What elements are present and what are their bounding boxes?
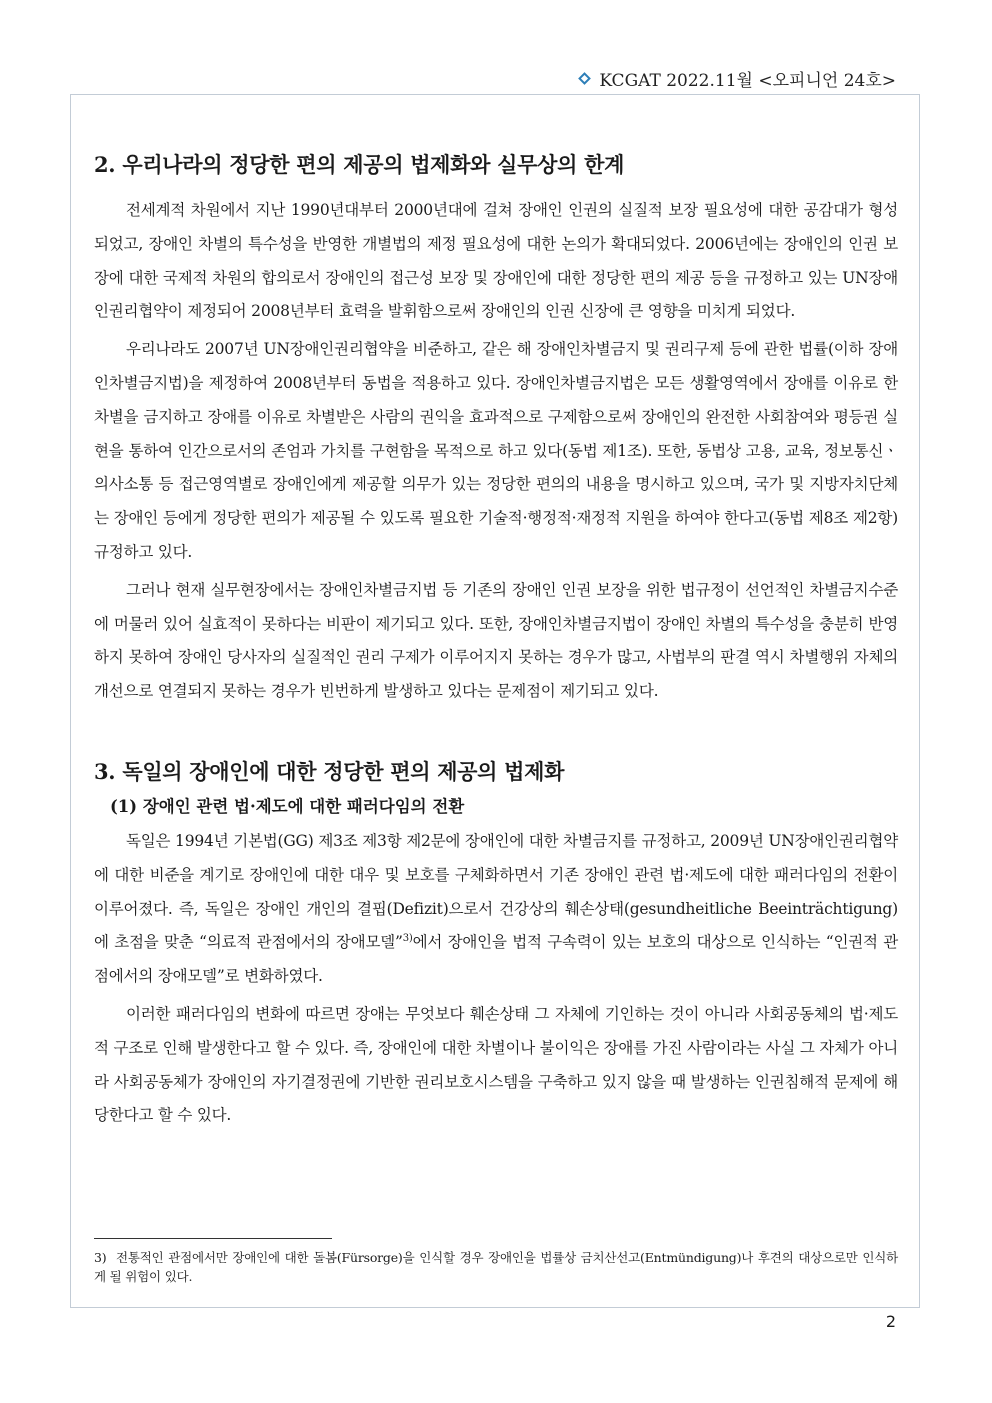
section-3-paragraph-2: 이러한 패러다임의 변화에 따르면 장애는 무엇보다 훼손상태 그 자체에 기인하는 것이 아니라 사회공동체의 법·제도적 구조로 인해 발생한다고 할 수 있다. 즉, 장애인에 대한 차별이나 불이익은 장애를 가진 사람이라는 사실 그 자체가 아니라 사회공동체가 장애인의 자기결정권에 기반한 권리보호시스템을 구축하고 있지 않을 때 발생하는 인권침해적 문제에 해당한다고 할 수 있다. [94,1004,898,1125]
footnote-number: 3) [94,1250,107,1265]
section-3-paragraph-1-part-b: 에서 장애인을 법적 구속력이 있는 보호의 대상으로 인식하는 “인권적 관점에서의 장애모델”로 변화하였다. [94,933,899,986]
section-2-paragraph-2: 우리나라도 2007년 UN장애인권리협약을 비준하고, 같은 해 장애인차별금지 및 권리구제 등에 관한 법률(이하 장애인차별금지법)을 제정하여 2008년부터 동법을 적용하고 있다. 장애인차별금지법은 모든 생활영역에서 장애를 이유로 한 차별을 금지하고 장애를 이유로 차별받은 사람의 권익을 효과적으로 구제함으로써 장애인의 완전한 사회참여와 평등권 실현을 통하여 인간으로서의 존엄과 가치를 구현함을 목적으로 하고 있다(동법 제1조). 또한, 동법상 고용, 교육, 정보통신ㆍ의사소통 등 접근영역별로 장애인에게 제공할 의무가 있는 정당한 편의의 내용을 명시하고 있으며, 국가 및 지방자치단체는 장애인 등에게 정당한 편의가 제공될 수 있도록 필요한 기술적·행정적·재정적 지원을 하여야 한다고(동법 제8조 제2항) 규정하고 있다. [94,340,898,561]
page-number: 2 [885,1312,896,1331]
section-3-subtitle: (1) 장애인 관련 법·제도에 대한 패러다임의 전환 [110,796,465,816]
diamond-bullet-icon [579,73,591,85]
footnote-divider [94,1238,332,1239]
section-3-title: 3. 독일의 장애인에 대한 정당한 편의 제공의 법제화 [94,758,565,784]
section-2-title: 2. 우리나라의 정당한 편의 제공의 법제화와 실무상의 한계 [94,152,625,177]
header-text: KCGAT 2022.11월 <오피니언 24호> [599,71,896,91]
page-header [579,66,896,91]
footnote-text: 전통적인 관점에서만 장애인에 대한 돌봄(Fürsorge)을 인식할 경우 장애인을 법률상 금치산선고(Entmündigung)나 후견의 대상으로만 인식하게 될 위험이 있다. [94,1250,898,1284]
section-3-paragraph-1 [94,825,898,994]
body-content [94,150,898,1133]
section-2-paragraph-3: 그러나 현재 실무현장에서는 장애인차별금지법 등 기존의 장애인 인권 보장을 위한 법규정이 선언적인 차별금지수준에 머물러 있어 실효적이 못하다는 비판이 제기되고 있다. 또한, 장애인차별금지법이 장애인 차별의 특수성을 충분히 반영하지 못하여 장애인 당사자의 실질적인 권리 구제가 이루어지지 못하는 경우가 많고, 사법부의 판결 역시 차별행위 자체의 개선으로 연결되지 못하는 경우가 빈번하게 발생하고 있다는 문제점이 제기되고 있다. [94,580,898,701]
section-2-paragraph-1: 전세계적 차원에서 지난 1990년대부터 2000년대에 걸쳐 장애인 인권의 실질적 보장 필요성에 대한 공감대가 형성되었고, 장애인 차별의 특수성을 반영한 개별법의 제정 필요성에 대한 논의가 확대되었다. 2006년에는 장애인의 인권 보장에 대한 국제적 차원의 합의로서 장애인의 접근성 보장 및 장애인에 대한 정당한 편의 제공 등을 규정하고 있는 UN장애인권리협약이 제정되어 2008년부터 효력을 발휘함으로써 장애인의 인권 신장에 큰 영향을 미치게 되었다. [94,201,898,321]
footnote-ref[interactable]: 3) [402,933,413,945]
section-3-paragraph-1-part-a: 독일은 1994년 기본법(GG) 제3조 제3항 제2문에 장애인에 대한 차별금지를 규정하고, 2009년 UN장애인권리협약에 대한 비준을 계기로 장애인에 대한 대우 및 보호를 구체화하면서 기존 장애인 관련 법·제도에 대한 패러다임의 전환이 이루어졌다. 즉, 독일은 장애인 개인의 결핍(Defizit)으로서 건강상의 훼손상태(gesundheitliche Beeinträchtigung)에 초점을 맞춘 “의료적 관점에서의 장애모델” [94,831,898,952]
footnote [94,1248,898,1286]
